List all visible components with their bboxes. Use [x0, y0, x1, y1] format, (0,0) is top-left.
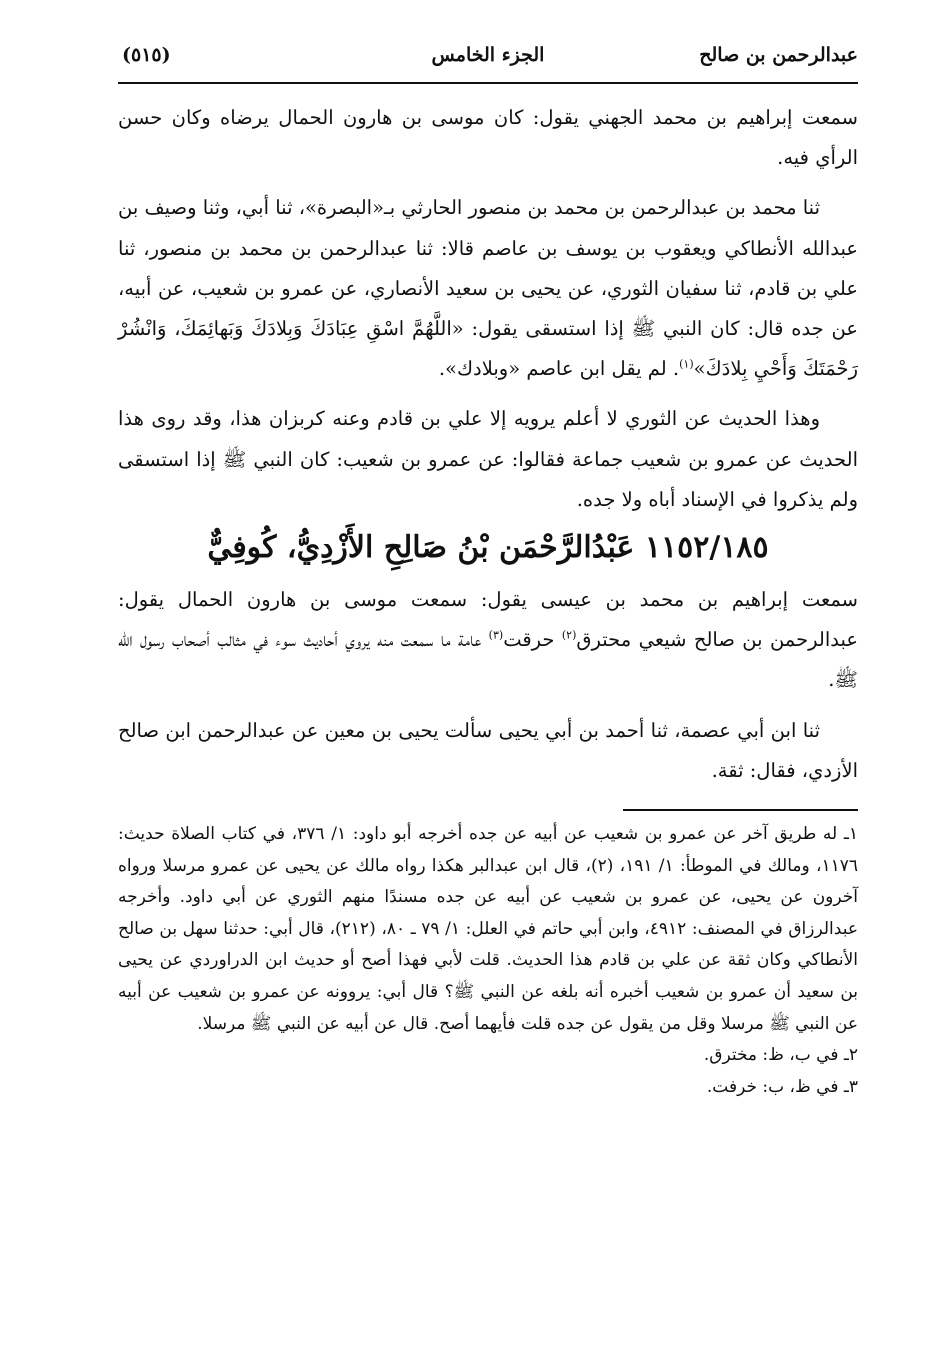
paragraph-1: سمعت إبراهيم بن محمد الجهني يقول: كان موسى بن هارون الحمال يرضاه وكان حسن الرأي فيه. — [118, 106, 858, 170]
footnote-3: ٣ـ في ظ، ب: خرفت. — [706, 1076, 858, 1097]
paragraph-5: ثنا ابن أبي عصمة، ثنا أحمد بن أبي يحيى سألت يحيى بن معين عن عبدالرحمن ابن صالح الأزدي، فقال: ثقة. — [118, 718, 858, 782]
running-header-volume: الجزء الخامس — [431, 44, 545, 66]
footnote-separator — [623, 809, 858, 811]
paragraph-2-text: ثنا محمد بن عبدالرحمن بن محمد بن منصور الحارثي بـ«البصرة»، ثنا أبي، وثنا وصيف بن عبدالله الأنطاكي ويعقوب بن يوسف بن عاصم قالا: ثنا عبدالرحمن بن محمد بن منصور، ثنا علي بن قادم، ثنا سفيان الثوري، عن يحيى بن سعيد الأنصاري، عن عمرو بن شعيب، عن أبيه، عن جده قال: كان النبي ﷺ إذا استسقى يقول: «اللَّهُمَّ اسْقِ عِبَادَكَ وَبِلادَكَ وَبَهائِمَكَ، وَانْشُرْ رَحْمَتَكَ وَأَحْيِ بِلادَكَ» — [118, 196, 858, 381]
paragraph-4-b: حرقت — [503, 628, 562, 652]
paragraph-2-end: . لم يقل ابن عاصم «وبلادك». — [438, 357, 680, 381]
footnote-ref-1[interactable]: (١) — [679, 357, 694, 371]
footnote-ref-2[interactable]: (٢) — [561, 628, 577, 642]
footnote-ref-3[interactable]: (٣) — [488, 628, 504, 642]
paragraph-4 — [118, 580, 858, 701]
paragraph-3: وهذا الحديث عن الثوري لا أعلم يرويه إلا علي بن قادم وعنه كربزان هذا، وقد روى هذا الحديث عن عمرو بن شعيب جماعة فقالوا: عن عمرو بن شعيب: كان النبي ﷺ إذا استسقى ولم يذكروا في الإسناد أباه ولا جده. — [118, 407, 858, 511]
entry-title: ١١٥٢/١٨٥ عَبْدُالرَّحْمَن بْنُ صَالِحِ الأَزْدِيُّ، كُوفِيٌّ — [207, 530, 769, 566]
paragraph-4-a: سمعت إبراهيم بن محمد بن عيسى يقول: سمعت موسى بن هارون الحمال يقول: عبدالرحمن بن صالح شيعي محترق — [118, 588, 859, 652]
paragraph-2 — [118, 188, 858, 389]
main-text — [118, 98, 858, 791]
running-header-author: عبدالرحمن بن صالح — [699, 44, 858, 66]
footnote-1: ١ـ له طريق آخر عن عمرو بن شعيب عن أبيه عن جده أخرجه أبو داود: ١/ ٣٧٦، في كتاب الصلاة حديث: ١١٧٦، ومالك في الموطأ: ١/ ١٩١، (٢)، قال ابن عبدالبر هكذا رواه مالك عن يحيى عن عمرو مرسلا ورواه آخرون عن يحيى، عن عمرو بن شعيب عن أبيه عن جده مسندًا منهم الثوري عن أبي داود. وأخرجه عبدالرزاق في المصنف: ٤٩١٢، وابن أبي حاتم في العلل: ١/ ٧٩ ـ ٨٠، (٢١٢)، قال أبي: حدثنا سهل بن صالح الأنطاكي وكان ثقة عن علي بن قادم هذا الحديث. قلت لأبي فهذا أصح أو حديث ابن الدراوردي عن يحيى بن سعيد أن عمرو بن شعيب أخبره أنه بلغه عن النبي ﷺ؟ قال أبي: يروونه عن عمرو بن شعيب عن أبيه عن النبي ﷺ مرسلا وقل من يقول عن جده قلت فأيهما أصح. قال عن أبيه عن النبي ﷺ مرسلا. — [118, 824, 859, 1034]
page-number: (٥١٥) — [122, 44, 171, 66]
paragraph-4-c: عامة ما سمعت منه يروي أحاديث سوء في مثالب أصحاب رسول الله ﷺ. — [118, 628, 858, 692]
page — [118, 30, 858, 1350]
page-header — [118, 30, 858, 84]
footnote-2: ٢ـ في ب، ظ: مخترق. — [703, 1045, 858, 1066]
footnotes — [118, 819, 858, 1103]
